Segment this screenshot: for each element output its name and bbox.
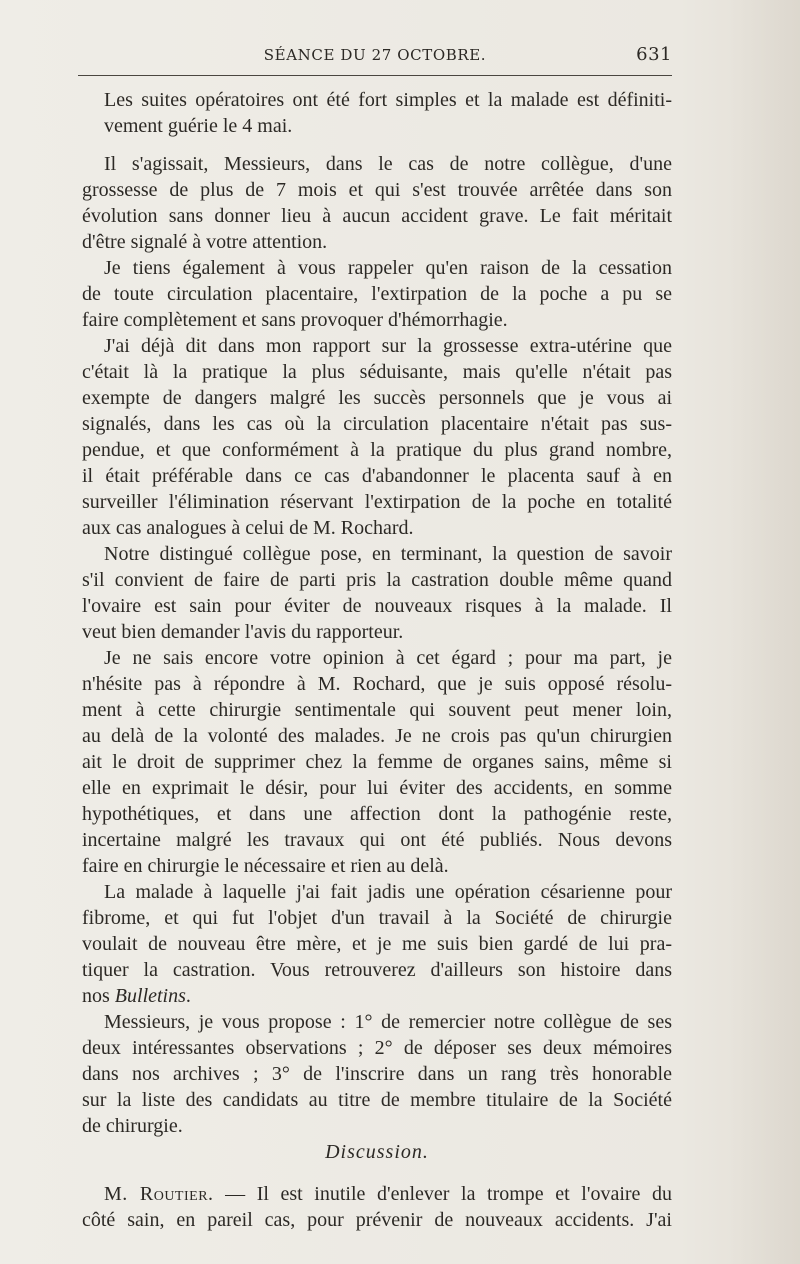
text-line: côté sain, en pareil cas, pour prévenir de nouveaux accidents. J'ai bbox=[82, 1209, 672, 1231]
text-line: dans nos archives ; 3° de l'inscrire dans un rang très honorable bbox=[82, 1063, 672, 1085]
text-line: d'être signalé à votre attention. bbox=[82, 231, 328, 253]
bulletins-italic: Bulletins bbox=[114, 985, 186, 1007]
text-line: évolution sans donner lieu à aucun accident grave. Le fait méritait bbox=[82, 205, 672, 227]
text-fragment: — bbox=[213, 1183, 257, 1205]
text-line: l'ovaire est sain pour éviter de nouveaux risques à la malade. Il bbox=[82, 595, 672, 617]
text-line: pendue, et que conformément à la pratique du plus grand nombre, bbox=[82, 439, 672, 461]
text-line: aux cas analogues à celui de M. Rochard. bbox=[82, 517, 414, 539]
paragraph-7 bbox=[82, 879, 672, 1009]
text-line: au delà de la volonté des malades. Je ne crois pas qu'un chirurgien bbox=[82, 725, 672, 747]
text-line: faire complètement et sans provoquer d'hémorrhagie. bbox=[82, 309, 508, 331]
text-line: Messieurs, je vous propose : 1° de remercier notre collègue de ses bbox=[104, 1011, 672, 1033]
text-line: exempte de dangers malgré les succès personnels que je vous ai bbox=[82, 387, 672, 409]
text-line bbox=[82, 983, 672, 1009]
text-fragment: nos bbox=[82, 985, 115, 1007]
text-line: surveiller l'élimination réservant l'extirpation de la poche en totalité bbox=[82, 491, 672, 513]
text-line: hypothétiques, et dans une affection dont la pathogénie reste, bbox=[82, 803, 672, 825]
running-head-title: SÉANCE DU 27 OCTOBRE. bbox=[263, 46, 487, 64]
text-line: signalés, dans les cas où la circulation placentaire n'était pas sus- bbox=[82, 413, 672, 435]
text-line: sur la liste des candidats au titre de membre titulaire de la Société bbox=[82, 1089, 672, 1111]
body-text bbox=[82, 87, 672, 1233]
paragraph-8 bbox=[82, 1009, 672, 1139]
text-line: c'était là la pratique la plus séduisante, mais qu'elle n'était pas bbox=[82, 361, 672, 383]
speaker-name: M. Routier. bbox=[104, 1183, 214, 1205]
paragraph-2 bbox=[82, 151, 672, 255]
header-rule bbox=[78, 75, 672, 76]
running-head bbox=[78, 44, 672, 70]
discussion-heading: Discussion. bbox=[325, 1141, 429, 1163]
text-line: ait le droit de supprimer chez la femme de organes sains, même si bbox=[82, 751, 672, 773]
text-line: il était préférable dans ce cas d'abandonner le placenta sauf à en bbox=[82, 465, 672, 487]
text-line: Il s'agissait, Messieurs, dans le cas de notre collègue, d'une bbox=[104, 153, 672, 175]
text-line: incertaine malgré les travaux qui ont été publiés. Nous devons bbox=[82, 829, 672, 851]
paragraph-9 bbox=[82, 1181, 672, 1233]
text-line: de chirurgie. bbox=[82, 1115, 183, 1137]
text-line: n'hésite pas à répondre à M. Rochard, que je suis opposé résolu- bbox=[82, 673, 672, 695]
page-number: 631 bbox=[636, 44, 672, 65]
text-line: voulait de nouveau être mère, et je me suis bien gardé de lui pra- bbox=[82, 933, 672, 955]
paragraph-4 bbox=[82, 333, 672, 541]
text-line: ment à cette chirurgie sentimentale qui souvent peut mener loin, bbox=[82, 699, 672, 721]
text-line: tiquer la castration. Vous retrouverez d'ailleurs son histoire dans bbox=[82, 959, 672, 981]
scan-shadow bbox=[730, 0, 800, 1264]
text-line: de toute circulation placentaire, l'extirpation de la poche a pu se bbox=[82, 283, 672, 305]
text-line: Je tiens également à vous rappeler qu'en raison de la cessation bbox=[104, 257, 672, 279]
paragraph-3 bbox=[82, 255, 672, 333]
paragraph-1 bbox=[82, 87, 672, 139]
text-line: grossesse de plus de 7 mois et qui s'est trouvée arrêtée dans son bbox=[82, 179, 672, 201]
paragraph-6 bbox=[82, 645, 672, 879]
text-line: Je ne sais encore votre opinion à cet égard ; pour ma part, je bbox=[104, 647, 672, 669]
text-line: faire en chirurgie le nécessaire et rien au delà. bbox=[82, 855, 449, 877]
text-line: elle en exprimait le désir, pour lui éviter des accidents, en somme bbox=[82, 777, 672, 799]
text-fragment: Il est inutile d'enlever la trompe et l'ovaire du bbox=[256, 1183, 672, 1205]
text-line bbox=[82, 1181, 672, 1207]
text-line: s'il convient de faire de parti pris la castration double même quand bbox=[82, 569, 672, 591]
text-line: veut bien demander l'avis du rapporteur. bbox=[82, 621, 404, 643]
text-line: fibrome, et qui fut l'objet d'un travail à la Société de chirurgie bbox=[82, 907, 672, 929]
text-fragment: . bbox=[185, 985, 191, 1007]
text-line: Notre distingué collègue pose, en terminant, la question de savoir bbox=[104, 543, 672, 565]
text-line: vement guérie le 4 mai. bbox=[104, 115, 293, 137]
text-line: J'ai déjà dit dans mon rapport sur la grossesse extra-utérine que bbox=[104, 335, 672, 357]
text-line: Les suites opératoires ont été fort simples et la malade est définiti- bbox=[104, 89, 672, 111]
text-line: La malade à laquelle j'ai fait jadis une opération césarienne pour bbox=[104, 881, 672, 903]
text-line: deux intéressantes observations ; 2° de déposer ses deux mémoires bbox=[82, 1037, 672, 1059]
paragraph-5 bbox=[82, 541, 672, 645]
